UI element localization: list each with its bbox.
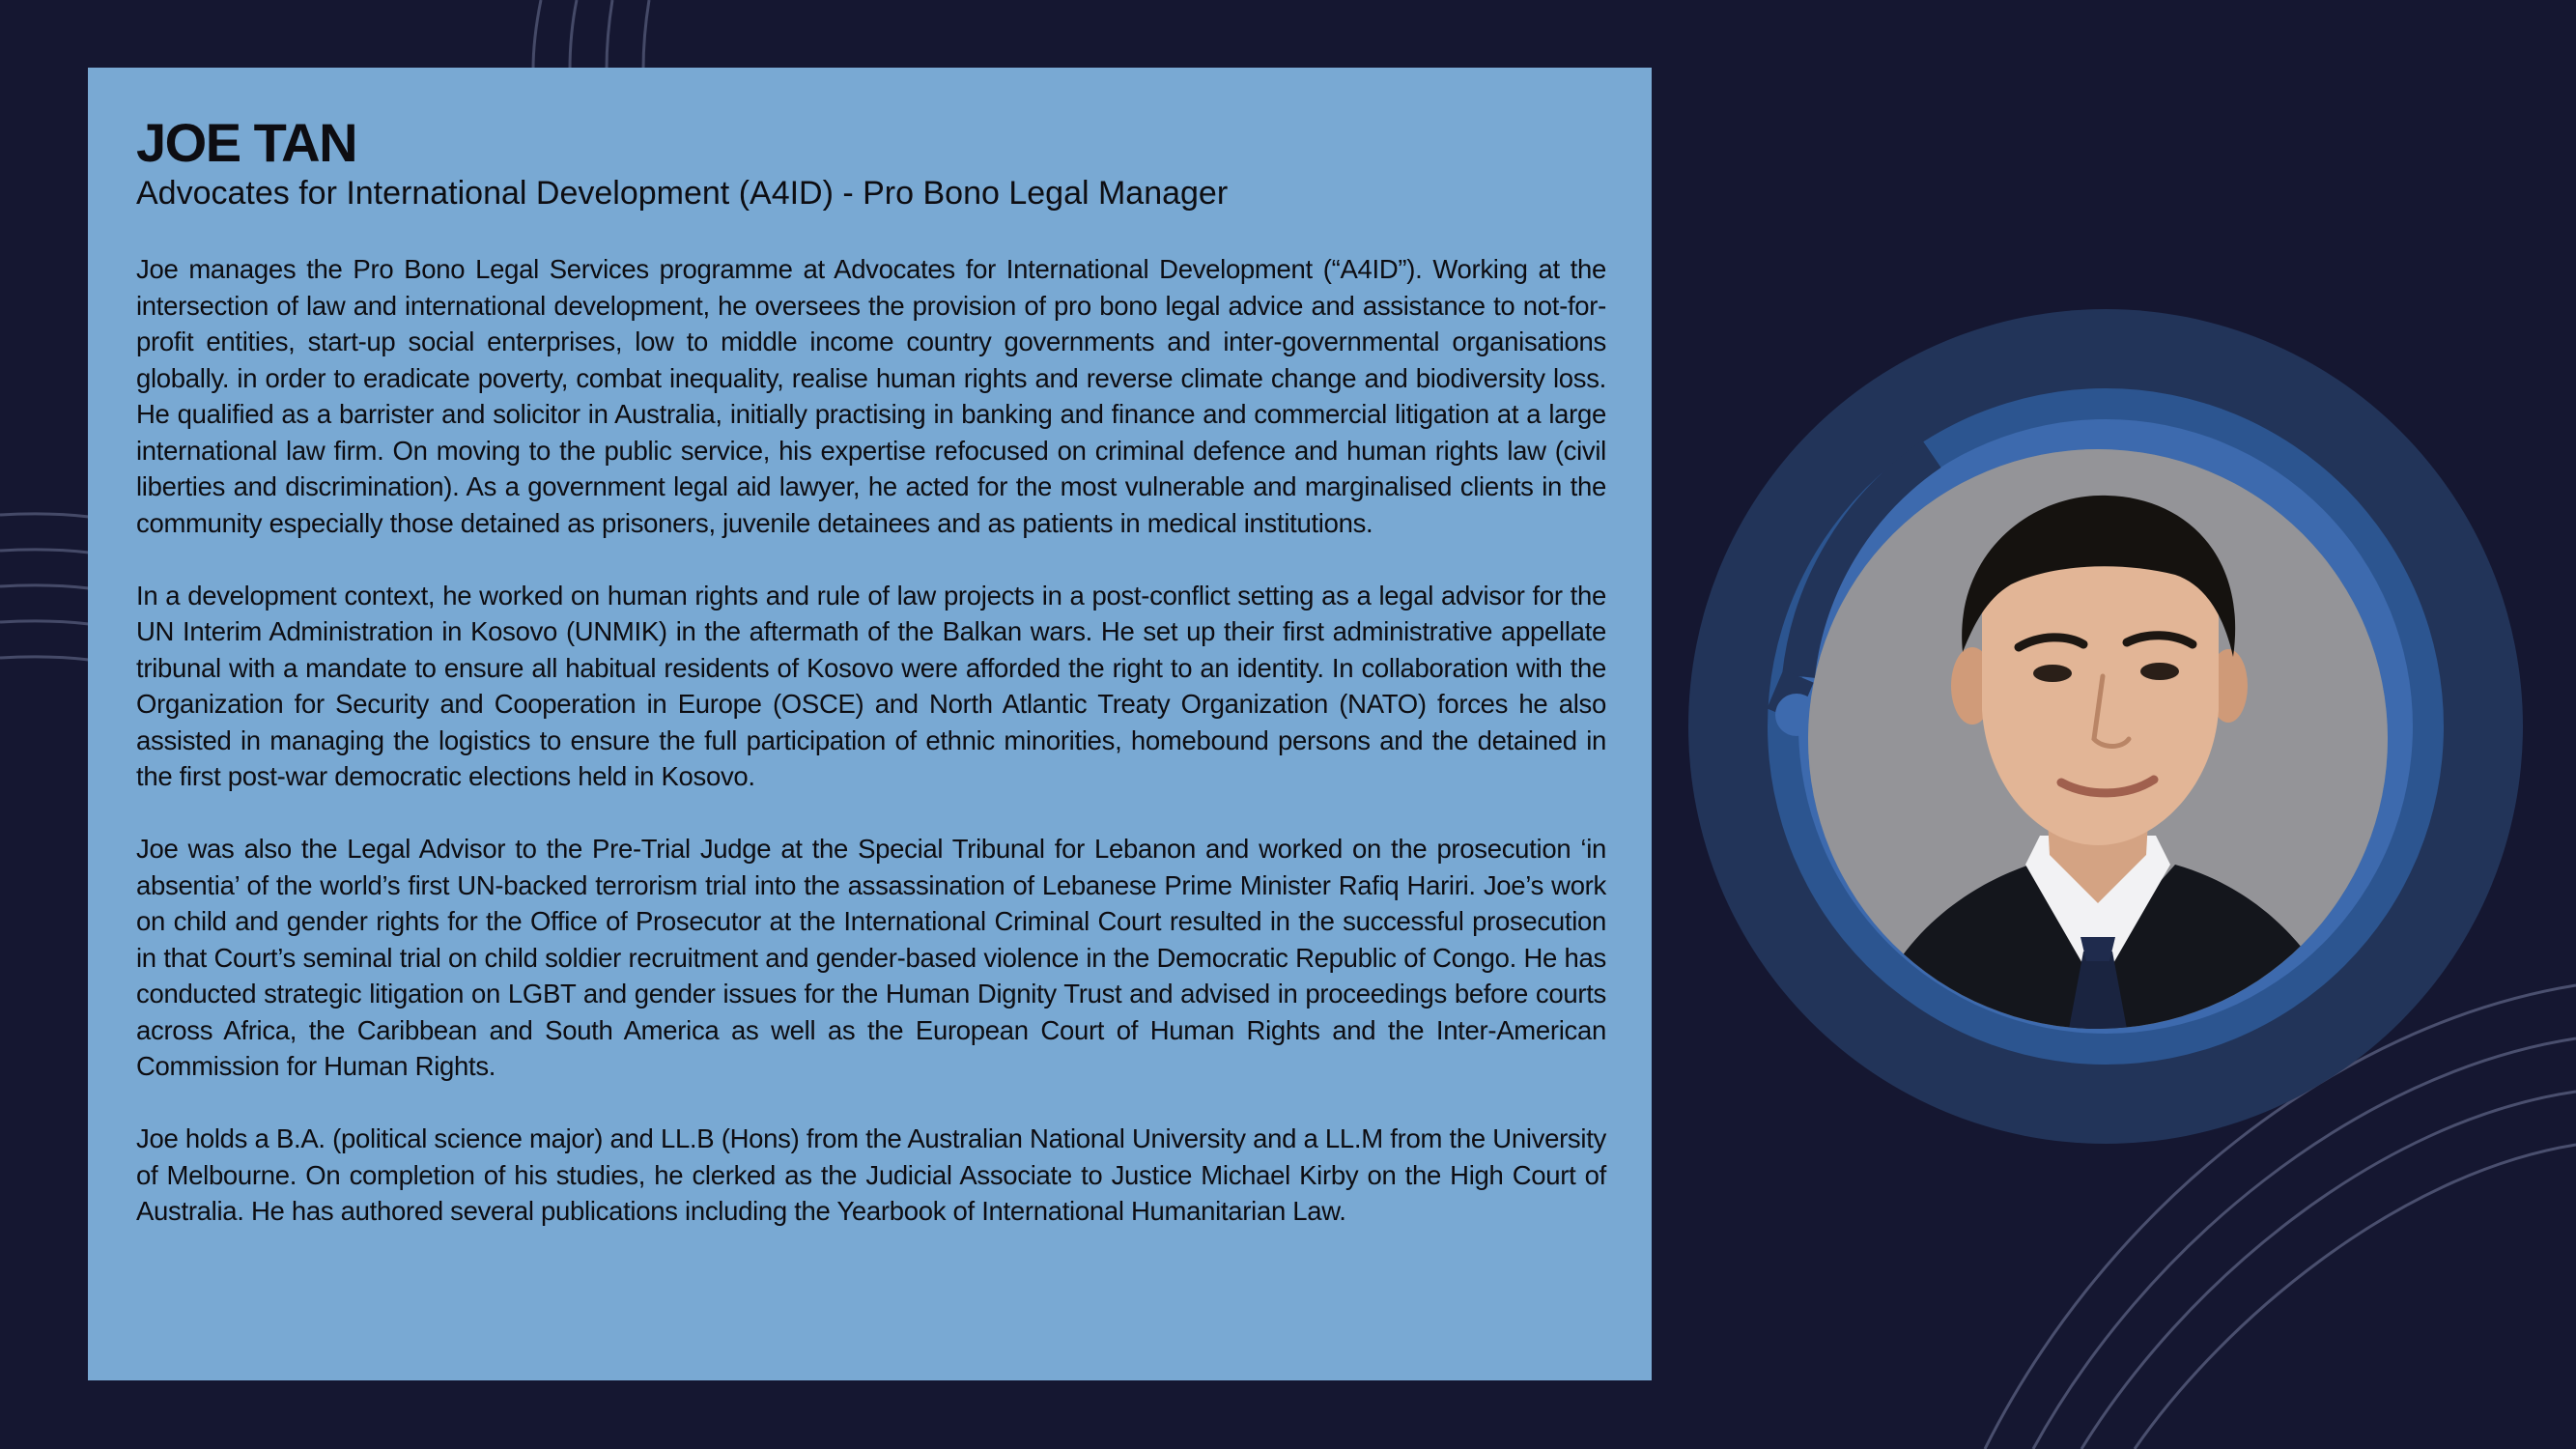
left-lines-decoration [0, 514, 89, 660]
bio-paragraph: In a development context, he worked on human rights and rule of law projects in a post-conflict setting as a legal advisor for the UN Interim Administration in Kosovo (UNMIK) in the aftermath of the Balkan wars. He set up their first administrative appellate tribunal with a mandate to ensure all habitual residents of Kosovo were afforded the right to an identity. In collaboration with the Organization for Security and Cooperation in Europe (OSCE) and North Atlantic Treaty Organization (NATO) forces he also assisted in managing the logistics to ensure the full participation of ethnic minorities, homebound persons and the detained in the first post-war democratic elections held in Kosovo. [136, 580, 1606, 791]
bio-card [88, 68, 1652, 1380]
top-arcs-decoration [533, 0, 649, 70]
person-name: JOE TAN [136, 112, 357, 173]
portrait-illustration [1808, 449, 2388, 1029]
bio-paragraph: Joe holds a B.A. (political science major) and LL.B (Hons) from the Australian National University and a LL.M from the University of Melbourne. On completion of his studies, he clerked as the Judicial Associate to Justice Michael Kirby on the High Court of Australia. He has authored several publications including the Yearbook of International Humanitarian Law. [136, 1123, 1606, 1226]
bio-paragraph: Joe was also the Legal Advisor to the Pre-Trial Judge at the Special Tribunal for Lebanon and worked on the prosecution ‘in absentia’ of the world’s first UN-backed terrorism trial into the assassination of Lebanese Prime Minister Rafiq Hariri. Joe’s work on child and gender rights for the Office of Prosecutor at the International Criminal Court resulted in the successful prosecution in that Court’s seminal trial on child soldier recruitment and gender-based violence in the Democratic Republic of Congo. He has conducted strategic litigation on LGBT and gender issues for the Human Dignity Trust and advised in proceedings before courts across Africa, the Caribbean and South America as well as the European Court of Human Rights and the Inter-American Commission for Human Rights. [136, 834, 1606, 1081]
bio-text [136, 251, 1606, 1230]
person-role: Advocates for International Development (A4ID) - Pro Bono Legal Manager [136, 175, 1229, 212]
bio-paragraph: Joe manages the Pro Bono Legal Services programme at Advocates for International Development (“A4ID”). Working at the intersection of law and international development, he oversees the provision of pro bono legal advice and assistance to not-for-profit entities, start-up social enterprises, low to middle income country governments and inter-governmental organisations globally. in order to eradicate poverty, combat inequality, realise human rights and reverse climate change and biodiversity loss. He qualified as a barrister and solicitor in Australia, initially practising in banking and finance and commercial litigation at a large international law firm. On moving to the public service, his expertise refocused on criminal defence and human rights law (civil liberties and discrimination). As a government legal aid lawyer, he acted for the most vulnerable and marginalised clients in the community especially those detained as prisoners, juvenile detainees and as patients in medical institutions. [136, 254, 1606, 538]
profile-photo [1808, 449, 2388, 1029]
